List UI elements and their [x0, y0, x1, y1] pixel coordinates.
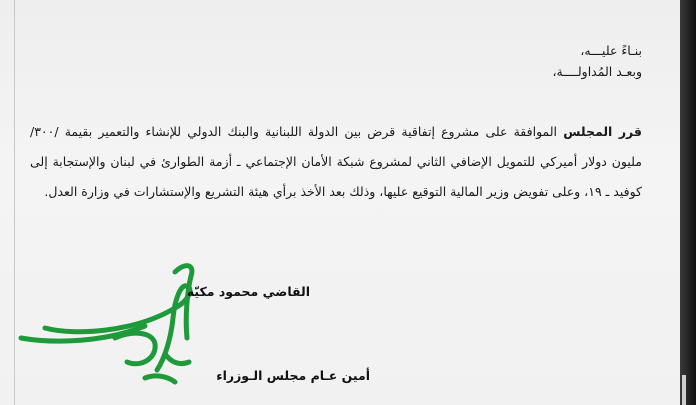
- signature-block: [110, 270, 370, 400]
- greeting-line-2: وبعـد المُداولــــة،: [552, 64, 642, 79]
- judge-name: القاضي محمود مكيّه: [186, 284, 310, 299]
- scrollbar-thumb: [682, 375, 686, 405]
- scan-dark-edge: [680, 0, 696, 405]
- greeting-line-1: بنـاءً عليـــه،: [580, 43, 642, 58]
- resolution-lead: قرر المجلس: [563, 124, 642, 139]
- resolution-text: الموافقة على مشروع إتفاقية قرض بين الدولة اللبنانية والبنك الدولي للإنشاء والتعمير بقيمة /٣٠٠/ مليون دولار أميركي للتمويل الإضافي الثاني لمشروع شبكة الأمان الإجتماعي ـ أزمة الطوارئ في لبنان والإستجابة إلى كوفيد ـ ١٩، وعلى تفويض وزير المالية التوقيع عليها، وذلك بعد الأخذ برأي هيئة التشريع والإستشارات في وزارة العدل.: [30, 124, 642, 199]
- document-body: [30, 40, 642, 207]
- resolution-paragraph: [30, 117, 642, 207]
- signatory-title: أمين عـام مجلس الـوزراء: [216, 368, 370, 383]
